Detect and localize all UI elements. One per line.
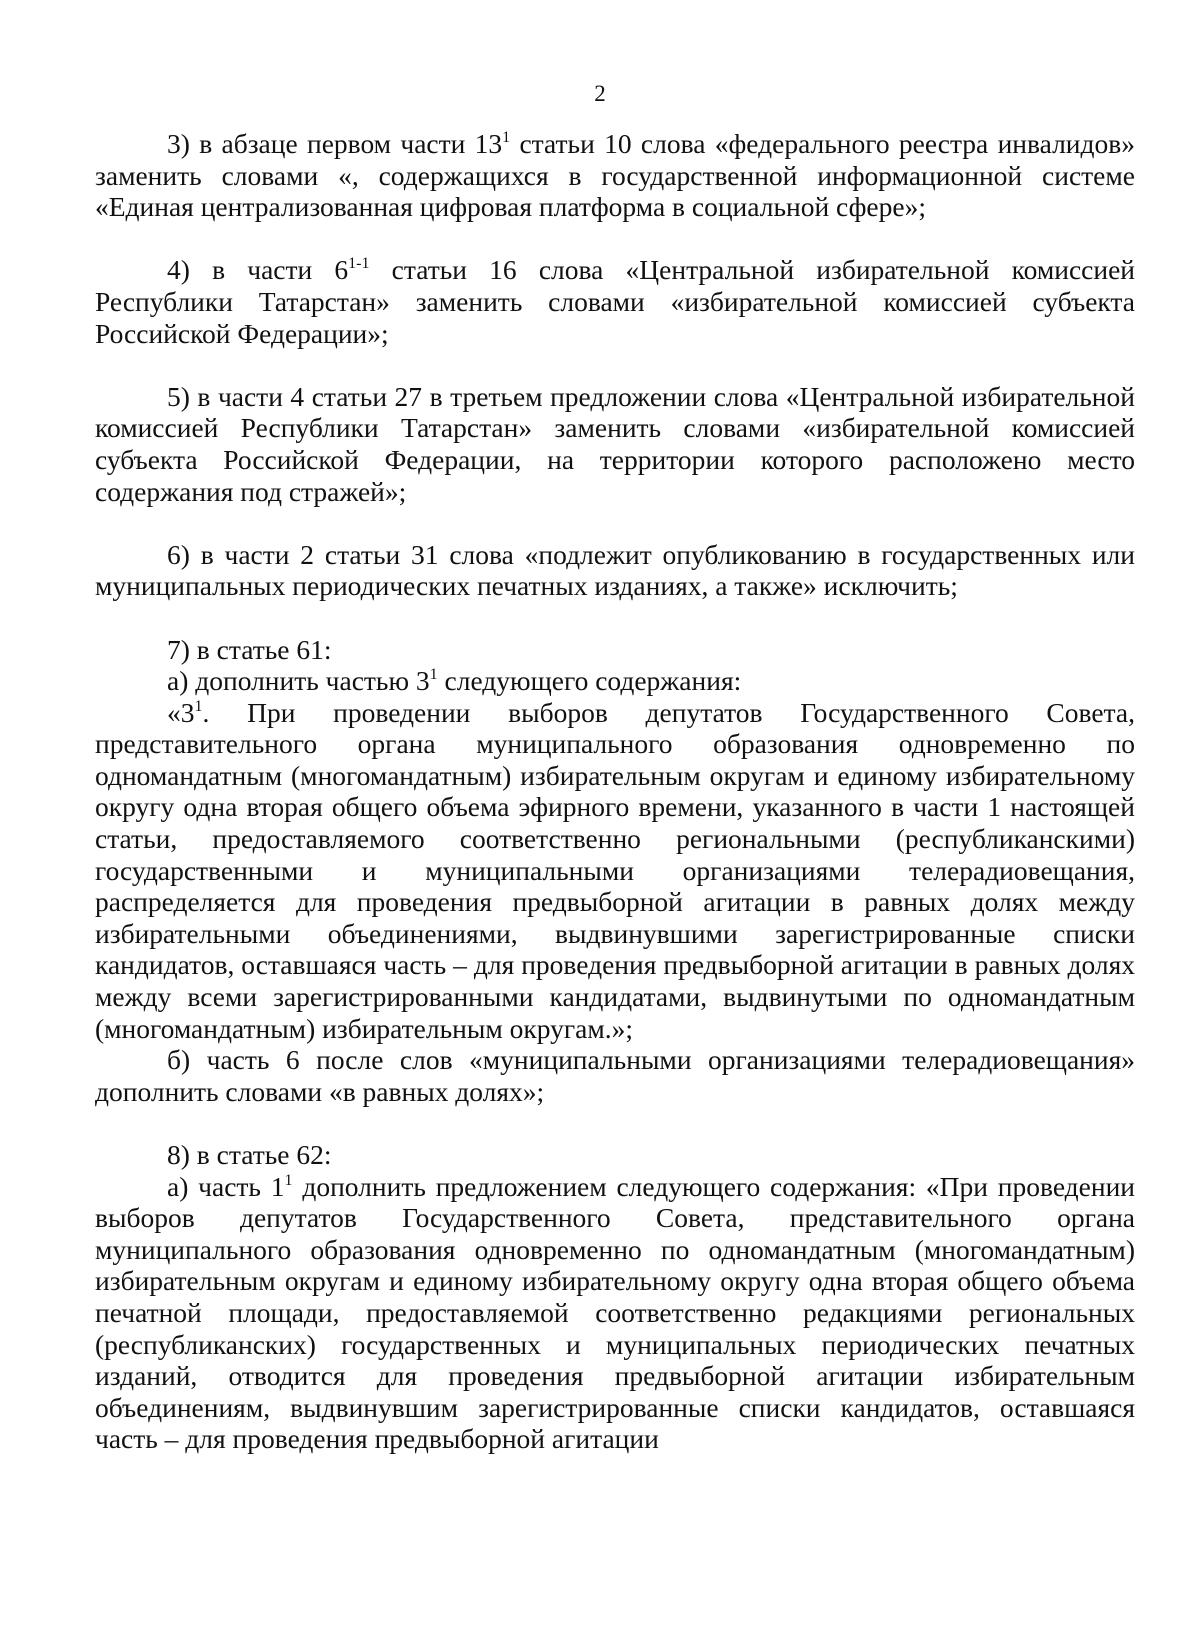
paragraph: [95, 128, 1135, 223]
paragraph-text: а) дополнить частью 3: [167, 665, 430, 697]
paragraph-text: 4) в части 6: [167, 254, 349, 286]
document-body: [95, 128, 1135, 1455]
paragraph-text: статьи 10 слова «федерального реестра инвалидов» заменить словами «, содержащихся в государственной информационной системе «Единая централизованная цифровая платформа в социальной сфере»;: [95, 128, 1135, 223]
paragraph-text: 8) в статье 62:: [167, 1139, 332, 1170]
paragraph: [95, 697, 1135, 1045]
superscript-index: 1: [284, 1171, 293, 1189]
paragraph-text: 6) в части 2 статьи 31 слова «подлежит опубликованию в государственных или муниципальных периодических печатных изданиях, а также» исключить;: [95, 538, 1135, 602]
paragraph: [95, 1139, 1135, 1171]
superscript-index: 1: [194, 697, 203, 715]
paragraph-text: «3: [167, 696, 195, 728]
paragraph-text: дополнить предложением следующего содержания: «При проведении выборов депутатов Государственного Совета, представительного органа муниципального образования одновременно по одномандатным (многомандатным) избирательным округам и единому избирательному округу одна вторая общего объема печатной площади, предоставляемой соответственно редакциями региональных (республиканских) государственных и муниципальных периодических печатных изданий, отводится для проведения предвыборной агитации избирательным объединениям, выдвинувшим зарегистрированные списки кандидатов, оставшаяся часть – для проведения предвыборной агитации: [95, 1170, 1136, 1455]
paragraph-text: . При проведении выборов депутатов Государственного Совета, представительного органа муниципального образования одновременно по одномандатным (многомандатным) избирательным округам и единому избирательному округу одна вторая общего объема эфирного времени, указанного в части 1 настоящей статьи, предоставляемого соответственно региональными (республиканскими) государственными и муниципальными организациями телерадиовещания, распределяется для проведения предвыборной агитации в равных долях между избирательными объединениями, выдвинувшими зарегистрированные списки кандидатов, оставшаяся часть – для проведения предвыборной агитации в равных долях между всеми зарегистрированными кандидатами, выдвинутыми по одномандатным (многомандатным) избирательным округам.»;: [95, 696, 1135, 1044]
paragraph-text: следующего содержания:: [437, 665, 742, 697]
superscript-index: 1: [502, 129, 511, 146]
superscript-index: 1: [429, 666, 438, 684]
paragraph: [95, 634, 1135, 666]
paragraph: [95, 381, 1135, 507]
page-number: 2: [594, 81, 606, 106]
paragraph-text: 5) в части 4 статьи 27 в третьем предложении слова «Центральной избирательной комиссией Республики Татарстан» заменить словами «избирательной комиссией субъекта Российской Федерации, на территории которого расположено место содержания под стражей»;: [95, 380, 1135, 507]
paragraph-text: а) часть 1: [167, 1170, 285, 1202]
superscript-index: 1-1: [348, 255, 370, 273]
paragraph: [95, 1044, 1135, 1107]
paragraph: [95, 665, 1135, 697]
paragraph: [95, 1171, 1135, 1455]
paragraph-text: статьи 16 слова «Центральной избирательной комиссией Республики Татарстан» заменить словами «избирательной комиссией субъекта Российской Федерации»;: [95, 254, 1135, 349]
paragraph-text: 7) в статье 61:: [167, 633, 332, 665]
paragraph-text: 3) в абзаце первом части 13: [167, 128, 503, 159]
paragraph-text: б) часть 6 после слов «муниципальными организациями телерадиовещания» дополнить словами «в равных долях»;: [95, 1044, 1135, 1107]
paragraph: [95, 539, 1135, 602]
paragraph: [95, 254, 1135, 349]
